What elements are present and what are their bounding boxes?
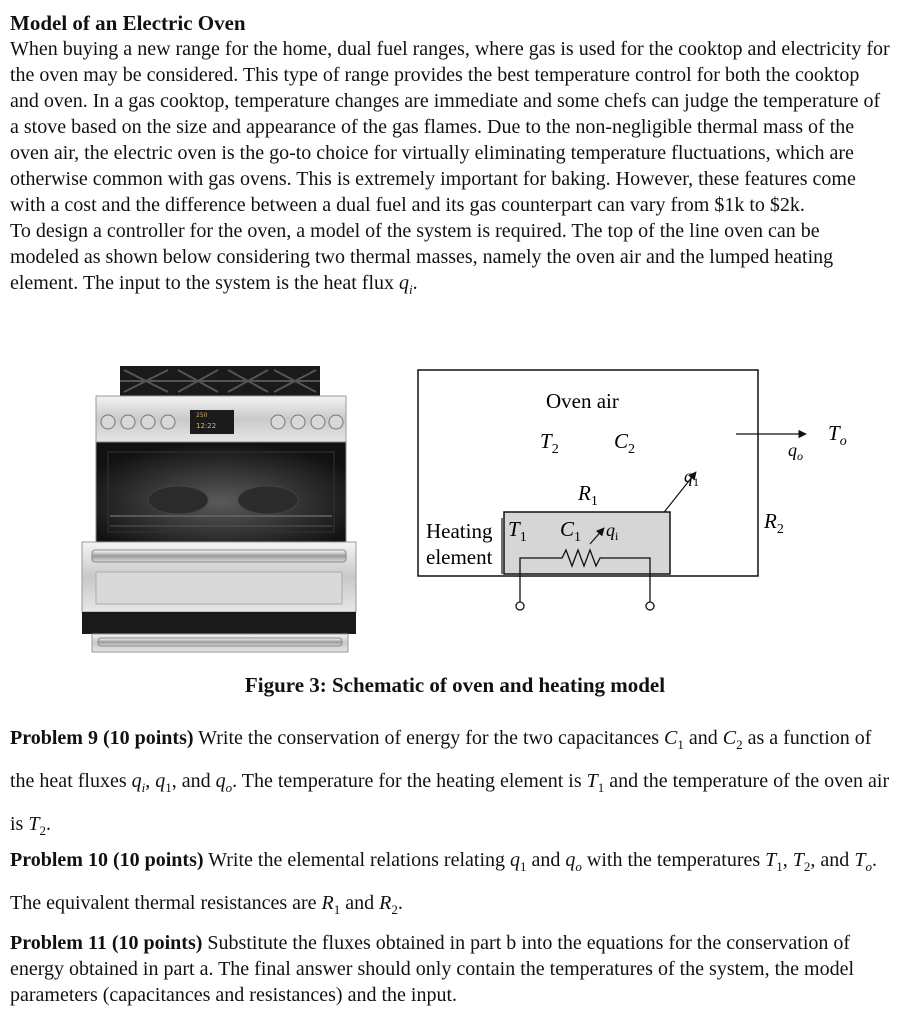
r1-symbol: $R_1$ (578, 481, 598, 509)
qo-symbol: $q_o$ (788, 440, 803, 463)
document-title: Model of an Electric Oven (10, 11, 246, 35)
intro-text (10, 36, 890, 303)
to-symbol: $T_o$ (828, 421, 847, 449)
control-panel (96, 396, 346, 442)
qi-symbol: $q_i$ (606, 520, 619, 543)
heating-element-label: Heating (426, 519, 493, 543)
terminal-left (516, 602, 524, 610)
cooktop-grates (120, 366, 320, 396)
oven-air-label: Oven air (546, 389, 619, 413)
r2-symbol: $R_2$ (764, 509, 784, 537)
figure-caption: Figure 3: Schematic of oven and heating model (244, 673, 666, 697)
heating-element-label-2: element (426, 545, 493, 569)
intro-paragraph-2: To design a controller for the oven, a model of the system is required. The top of the line oven can be modeled as shown below considering two thermal masses, namely the oven air and the lumped heating element. The input to the system is the heat flux $q_i$. (10, 220, 834, 297)
t2-symbol: $T_2$ (540, 429, 559, 457)
heating-element-box (504, 512, 670, 574)
oven-door (82, 542, 356, 652)
oven-schematic (410, 362, 890, 622)
oven-cavity (96, 442, 346, 542)
c1-symbol: $C_1$ (560, 517, 582, 545)
problem-11: Problem 11 (10 points) Substitute the fluxes obtained in part b into the equations for the conservation of energy obtained in part a. The final answer should only contain the temperatures of the system, the model parameters (capacitances and resistances) and the input. (10, 932, 855, 1006)
intro-paragraph-1: When buying a new range for the home, dual fuel ranges, where gas is used for the cooktop and electricity for the oven may be considered. This type of range provides the best temperature control for both the cooktop and oven. In a gas cooktop, temperature changes are immediate and some chefs can judge the temperature of a stove based on the size and appearance of the gas flames. Due to the non-negligible thermal mass of the oven air, the electric oven is the go-to choice for virtually eliminating temperature fluctuations, which are otherwise common with gas ovens. This is extremely important for baking. However, these features come with a cost and the difference between a dual fuel and its gas counterpart can vary from $1k to $2k. (10, 38, 890, 216)
oven-photo (78, 360, 358, 670)
terminal-right (646, 602, 654, 610)
problem-10: Problem 10 (10 points) Write the elemental relations relating $q_1$ and $q_o$ with the temperatures $T_1$, $T_2$, and $T_o$. The equivalent thermal resistances are $R_1$ and $R_2$. (10, 849, 877, 917)
q1-symbol: $q_1$ (684, 466, 699, 489)
c2-symbol: $C_2$ (614, 429, 636, 457)
problem-9: Problem 9 (10 points) Write the conservation of energy for the two capacitances $C_1$ and $C_2$ as a function of the heat fluxes $q_i$, $q_1$, and $q_o$. The temperature for the heating element is $T_1$ and the temperature of the oven air is $T_2$. (10, 727, 890, 838)
t1-symbol: $T_1$ (508, 517, 527, 545)
oven-clock-display: 12:22 (196, 422, 217, 430)
oven-panel-number: 250 (196, 412, 208, 419)
